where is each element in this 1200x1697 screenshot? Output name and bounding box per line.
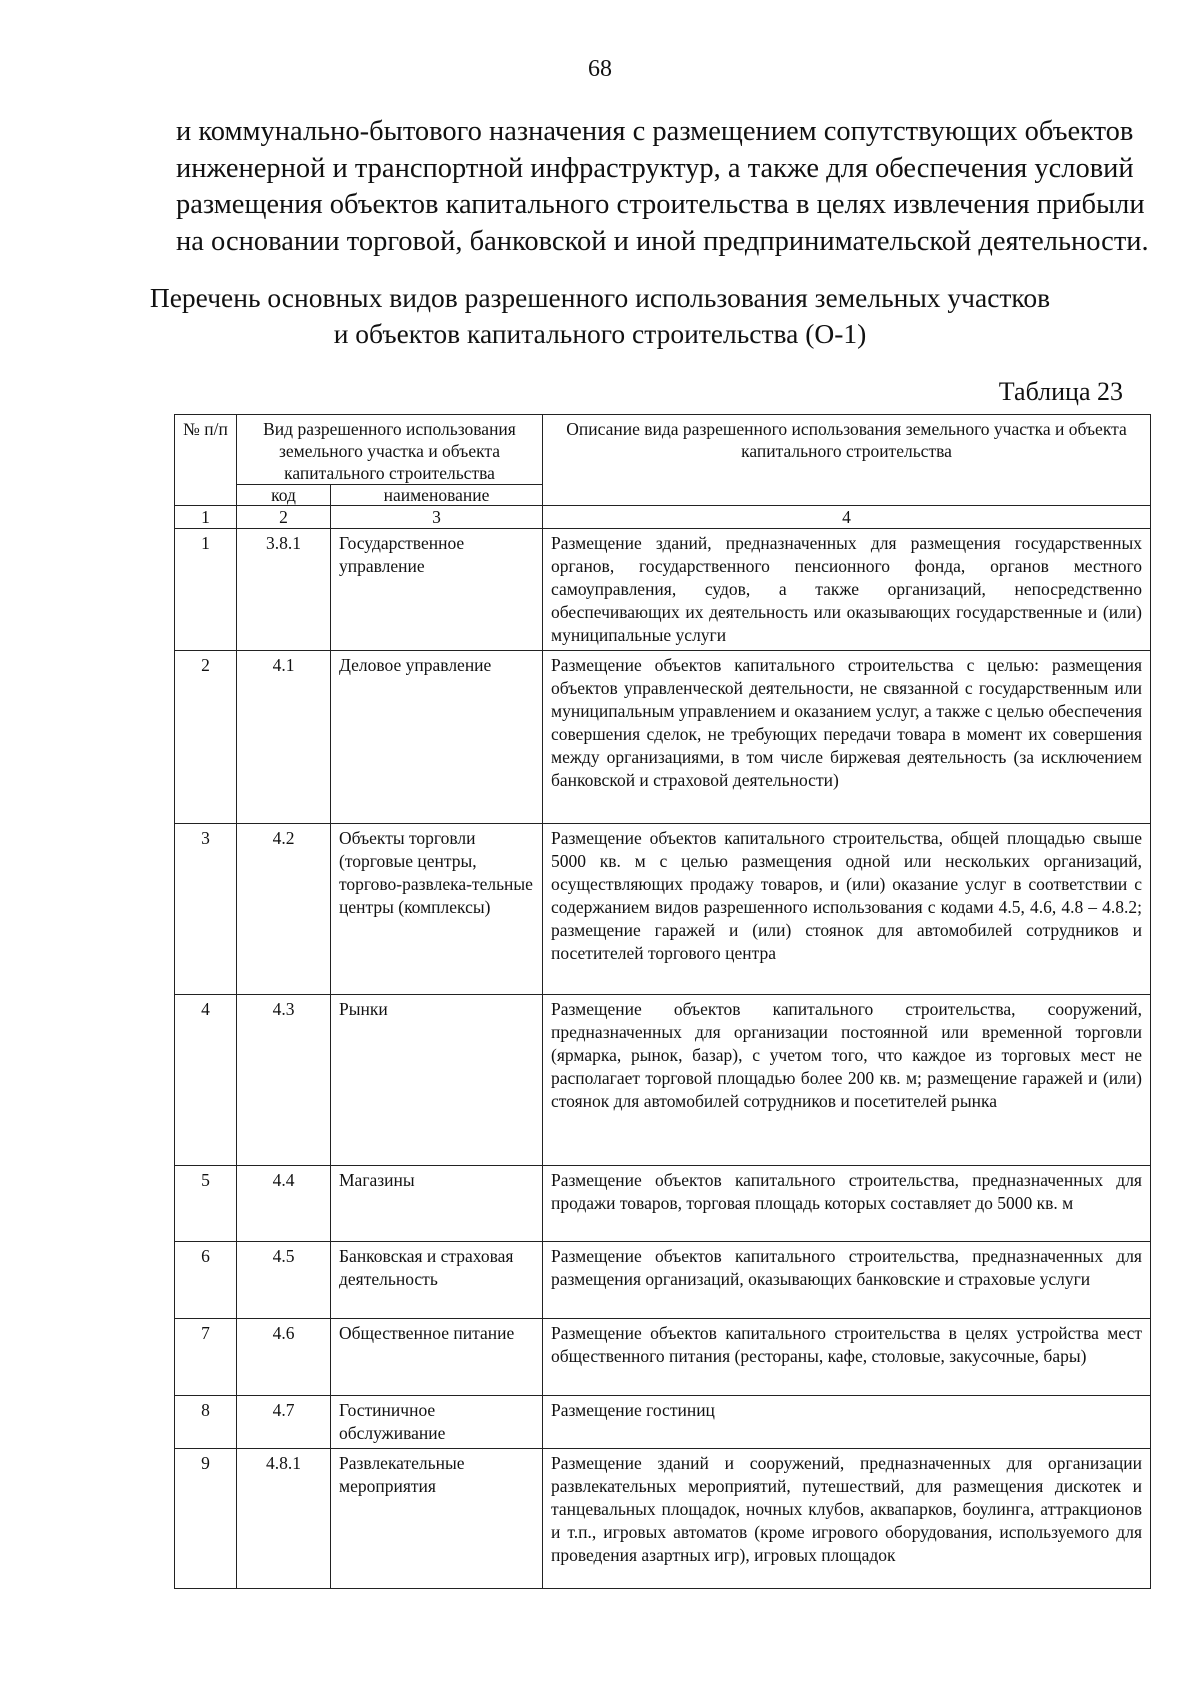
row-num: 3 xyxy=(175,824,237,995)
row-code: 4.8.1 xyxy=(237,1449,331,1589)
row-description: Размещение объектов капитального строительства, общей площадью свыше 5000 кв. м с целью размещения одной или нескольких организаций, осуществляющих продажу товаров, и (или) оказание услуг в соответствии с содержанием видов разрешенного использования с кодами 4.5, 4.6, 4.8 – 4.8.2; размещение гаражей и (или) стоянок для автомобилей сотрудников и посетителей торгового центра xyxy=(543,824,1151,995)
row-code: 4.2 xyxy=(237,824,331,995)
row-code: 4.5 xyxy=(237,1242,331,1319)
column-number-row xyxy=(175,506,1151,529)
row-description: Размещение объектов капитального строительства с целью: размещения объектов управленческой деятельности, не связанной с государственным или муниципальным управлением и оказанием услуг, а также с целью обеспечения совершения сделок, не требующих передачи товара в момент их совершения между организациями, в том числе биржевая деятельность (за исключением банковской и страховой деятельности) xyxy=(543,651,1151,824)
column-number: 3 xyxy=(331,506,543,529)
row-code: 4.3 xyxy=(237,995,331,1166)
row-name: Развлекательные мероприятия xyxy=(331,1449,543,1589)
intro-line: на основании торговой, банковской и иной предпринимательской деятельности. xyxy=(176,225,1149,257)
row-name: Банковская и страховая деятельность xyxy=(331,1242,543,1319)
row-num: 4 xyxy=(175,995,237,1166)
table-header-row xyxy=(175,415,1151,485)
row-code: 3.8.1 xyxy=(237,529,331,651)
row-name: Общественное питание xyxy=(331,1319,543,1396)
row-num: 8 xyxy=(175,1396,237,1449)
header-code: код xyxy=(237,485,331,506)
heading-line: Перечень основных видов разрешенного использования земельных участков xyxy=(149,282,1051,313)
table-row xyxy=(175,1319,1151,1396)
row-description: Размещение гостиниц xyxy=(543,1396,1151,1449)
table-row xyxy=(175,995,1151,1166)
heading-line: и объектов капитального строительства (О-1) xyxy=(333,318,867,349)
row-description: Размещение объектов капитального строительства в целях устройства мест общественного питания (рестораны, кафе, столовые, закусочные, бары) xyxy=(543,1319,1151,1396)
row-code: 4.4 xyxy=(237,1166,331,1242)
row-description: Размещение объектов капитального строительства, предназначенных для продажи товаров, торговая площадь которых составляет до 5000 кв. м xyxy=(543,1166,1151,1242)
row-num: 6 xyxy=(175,1242,237,1319)
row-num: 5 xyxy=(175,1166,237,1242)
row-name: Деловое управление xyxy=(331,651,543,824)
row-code: 4.7 xyxy=(237,1396,331,1449)
intro-line: инженерной и транспортной инфраструктур, а также для обеспечения условий xyxy=(176,152,1134,184)
row-name: Рынки xyxy=(331,995,543,1166)
section-heading xyxy=(0,280,1200,352)
row-description: Размещение объектов капитального строительства, сооружений, предназначенных для организации постоянной или временной торговли (ярмарка, рынок, базар), с учетом того, что каждое из торговых мест не располагает торговой площадью более 200 кв. м; размещение гаражей и (или) стоянок для автомобилей сотрудников и посетителей рынка xyxy=(543,995,1151,1166)
row-code: 4.1 xyxy=(237,651,331,824)
table-row xyxy=(175,1396,1151,1449)
header-type: Вид разрешенного использования земельного участка и объекта капитального строительства xyxy=(237,415,543,485)
row-name: Государственное управление xyxy=(331,529,543,651)
row-num: 1 xyxy=(175,529,237,651)
row-name: Объекты торговли (торговые центры, торгово-развлека-тельные центры (комплексы) xyxy=(331,824,543,995)
intro-paragraph xyxy=(176,114,1149,260)
table-row xyxy=(175,1242,1151,1319)
table-row xyxy=(175,1449,1151,1589)
column-number: 2 xyxy=(237,506,331,529)
header-name: наименование xyxy=(331,485,543,506)
intro-line: размещения объектов капитального строительства в целях извлечения прибыли xyxy=(176,189,1145,220)
table-row xyxy=(175,1166,1151,1242)
table-caption: Таблица 23 xyxy=(998,377,1123,406)
table-row xyxy=(175,651,1151,824)
row-description: Размещение объектов капитального строительства, предназначенных для размещения организаций, оказывающих банковские и страховые услуги xyxy=(543,1242,1151,1319)
row-num: 9 xyxy=(175,1449,237,1589)
permitted-use-table xyxy=(174,414,1151,1589)
row-description: Размещение зданий, предназначенных для размещения государственных органов, государственного пенсионного фонда, органов местного самоуправления, судов, а также организаций, непосредственно обеспечивающих их деятельность или оказывающих государственные и (или) муниципальные услуги xyxy=(543,529,1151,651)
row-num: 2 xyxy=(175,651,237,824)
header-num: № п/п xyxy=(175,415,237,506)
row-num: 7 xyxy=(175,1319,237,1396)
row-name: Гостиничное обслуживание xyxy=(331,1396,543,1449)
column-number: 4 xyxy=(543,506,1151,529)
row-code: 4.6 xyxy=(237,1319,331,1396)
row-description: Размещение зданий и сооружений, предназначенных для организации развлекательных мероприятий, путешествий, для размещения дискотек и танцевальных площадок, ночных клубов, аквапарков, боулинга, аттракционов и т.п., игровых автоматов (кроме игрового оборудования, используемого для проведения азартных игр), игровых площадок xyxy=(543,1449,1151,1589)
table-row xyxy=(175,824,1151,995)
table-row xyxy=(175,529,1151,651)
header-description: Описание вида разрешенного использования земельного участка и объекта капитального строительства xyxy=(543,415,1151,506)
page-number: 68 xyxy=(588,56,612,82)
column-number: 1 xyxy=(175,506,237,529)
intro-line: и коммунально-бытового назначения с размещением сопутствующих объектов xyxy=(176,116,1134,147)
row-name: Магазины xyxy=(331,1166,543,1242)
